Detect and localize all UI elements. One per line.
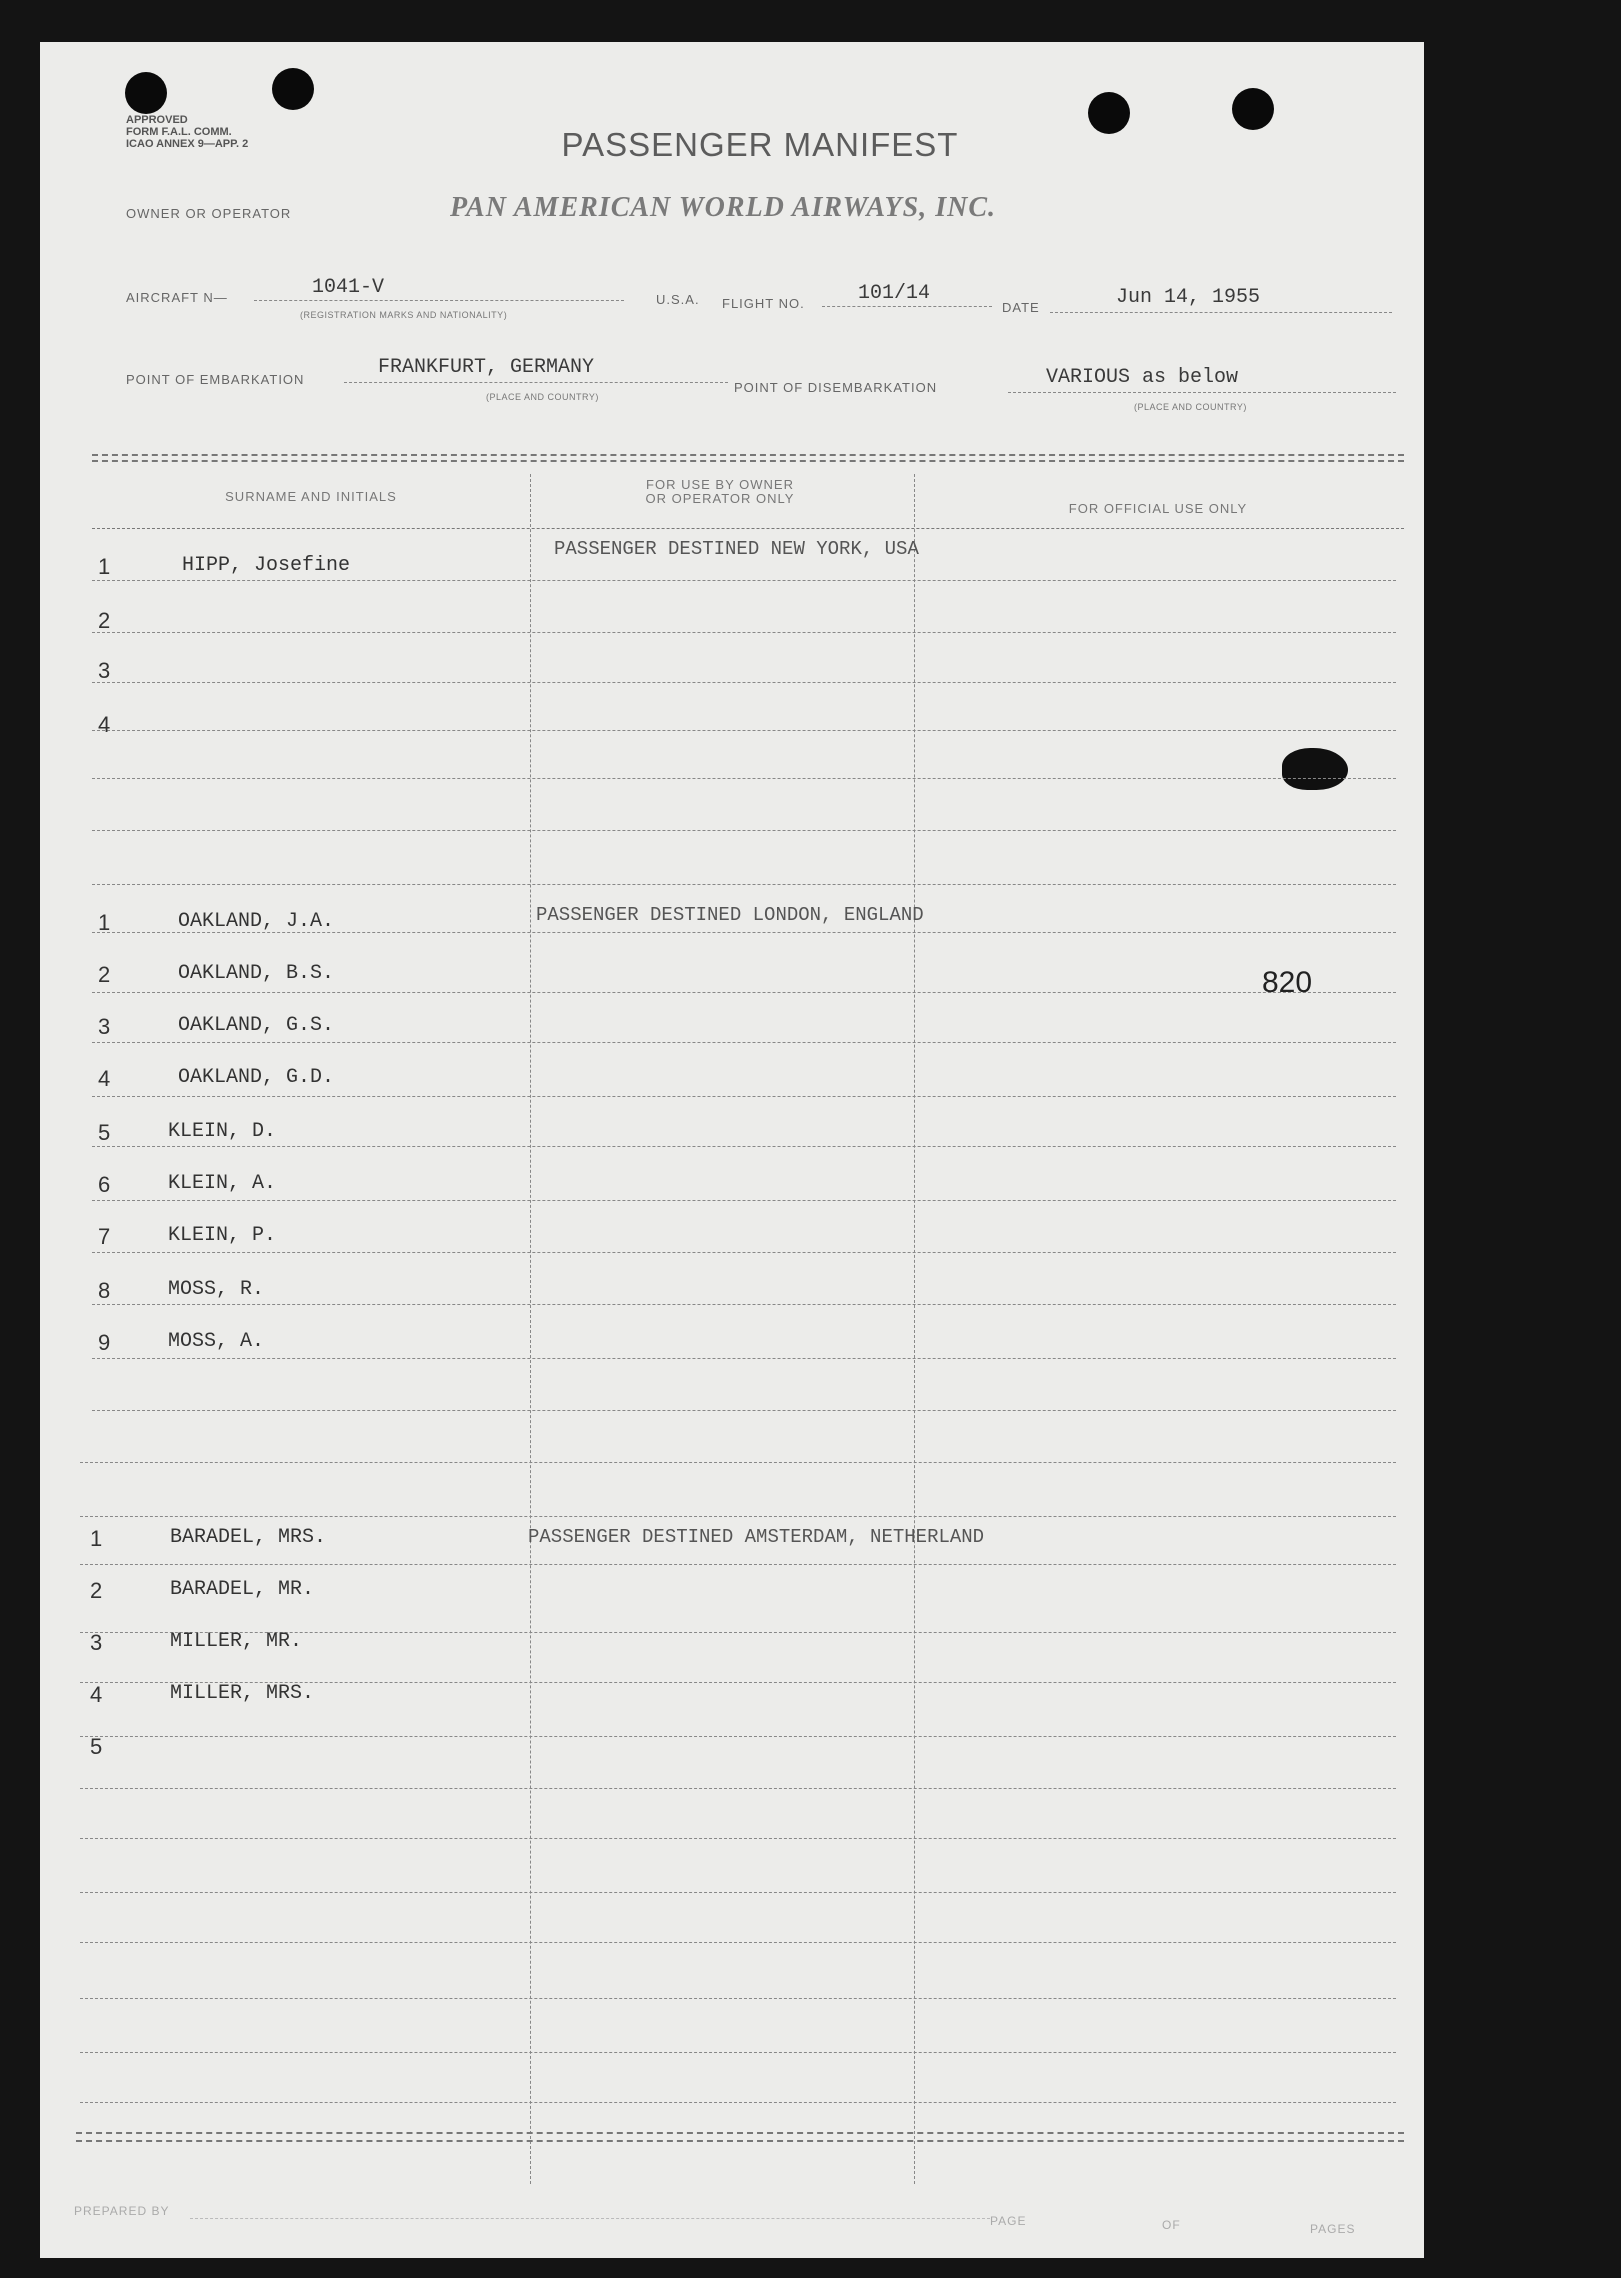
ink-blot: [1282, 748, 1348, 790]
passenger-name: BARADEL, MRS.: [170, 1526, 327, 1549]
official-use-column-header: FOR OFFICIAL USE ONLY: [1068, 501, 1248, 516]
pages-label: PAGES: [1310, 2222, 1356, 2236]
passenger-name: OAKLAND, B.S.: [178, 962, 335, 985]
row-rule: [92, 1304, 1396, 1305]
row-number: 4: [90, 1682, 103, 1707]
passenger-name: MILLER, MR.: [170, 1630, 303, 1653]
row-rule: [80, 1838, 1396, 1839]
disembarkation-underline: [1008, 392, 1396, 393]
stamp-line: FORM F.A.L. COMM.: [126, 126, 232, 138]
row-rule: [92, 632, 1396, 633]
table-bottom-rule: [76, 2132, 1404, 2134]
row-number: 1: [98, 910, 111, 935]
passenger-name: OAKLAND, G.S.: [178, 1014, 335, 1037]
flight-value: 101/14: [858, 282, 931, 305]
embarkation-value: FRANKFURT, GERMANY: [378, 356, 595, 379]
aircraft-sublabel: (REGISTRATION MARKS AND NATIONALITY): [300, 310, 508, 320]
disembarkation-label: POINT OF DISEMBARKATION: [734, 380, 938, 395]
row-rule: [92, 884, 1396, 885]
operator-name: PAN AMERICAN WORLD AIRWAYS, INC.: [450, 192, 997, 223]
approval-stamp: [126, 114, 248, 150]
passenger-name: KLEIN, P.: [168, 1224, 277, 1247]
passenger-name: OAKLAND, J.A.: [178, 910, 335, 933]
aircraft-underline: [254, 300, 624, 301]
flight-underline: [822, 306, 992, 307]
nationality-label: U.S.A.: [656, 292, 700, 307]
aircraft-value: 1041-V: [312, 276, 385, 299]
row-number: 6: [98, 1172, 111, 1197]
passenger-name: OAKLAND, G.D.: [178, 1066, 335, 1089]
section-heading: PASSENGER DESTINED AMSTERDAM, NETHERLAND: [528, 1526, 985, 1548]
row-rule: [80, 1564, 1396, 1565]
surname-column-header: SURNAME AND INITIALS: [225, 489, 397, 504]
of-label: OF: [1162, 2218, 1181, 2232]
prepared-by-underline: [190, 2218, 990, 2219]
embarkation-label: POINT OF EMBARKATION: [126, 372, 305, 387]
row-rule: [80, 1462, 1396, 1463]
row-rule: [80, 1516, 1396, 1517]
row-number: 8: [98, 1278, 111, 1303]
section-heading: PASSENGER DESTINED LONDON, ENGLAND: [536, 904, 924, 926]
aircraft-label: AIRCRAFT N—: [126, 290, 228, 305]
row-rule: [80, 2052, 1396, 2053]
table-bottom-rule: [76, 2140, 1404, 2142]
row-number: 2: [98, 962, 111, 987]
page-title: PASSENGER MANIFEST: [561, 126, 959, 163]
passenger-name: BARADEL, MR.: [170, 1578, 315, 1601]
prepared-by-label: PREPARED BY: [74, 2204, 170, 2218]
row-rule: [92, 830, 1396, 831]
row-rule: [92, 1146, 1396, 1147]
punch-hole: [125, 72, 167, 114]
row-rule: [80, 1892, 1396, 1893]
owner-use-column-header: [530, 478, 910, 506]
row-rule: [80, 1942, 1396, 1943]
passenger-name: KLEIN, D.: [168, 1120, 277, 1143]
passenger-name: KLEIN, A.: [168, 1172, 277, 1195]
table-top-rule: [92, 454, 1404, 456]
row-number: 1: [90, 1526, 103, 1551]
row-rule: [92, 1252, 1396, 1253]
row-number: 9: [98, 1330, 111, 1355]
row-number: 7: [98, 1224, 111, 1249]
disembarkation-value: VARIOUS as below: [1046, 366, 1239, 389]
row-rule: [92, 1358, 1396, 1359]
row-number: 3: [98, 1014, 111, 1039]
row-rule: [92, 778, 1396, 779]
row-rule: [92, 580, 1396, 581]
row-number: 1: [98, 554, 111, 579]
row-rule: [80, 1788, 1396, 1789]
passenger-name: HIPP, Josefine: [182, 554, 351, 577]
table-top-rule: [92, 460, 1404, 462]
page-label: PAGE: [990, 2214, 1027, 2228]
row-number: 5: [98, 1120, 111, 1145]
punch-hole: [1232, 88, 1274, 130]
passenger-name: MOSS, A.: [168, 1330, 265, 1353]
row-rule: [92, 682, 1396, 683]
embarkation-underline: [344, 382, 728, 383]
embarkation-sublabel: (PLACE AND COUNTRY): [486, 392, 599, 402]
row-number: 4: [98, 712, 111, 737]
official-note: 820: [1262, 966, 1313, 999]
row-number: 2: [98, 608, 111, 633]
row-rule: [92, 1096, 1396, 1097]
row-number: 3: [98, 658, 111, 683]
row-number: 3: [90, 1630, 103, 1655]
row-rule: [80, 1736, 1396, 1737]
row-rule: [92, 992, 1396, 993]
row-rule: [80, 1998, 1396, 1999]
flight-label: FLIGHT NO.: [722, 296, 805, 311]
punch-hole: [1088, 92, 1130, 134]
date-label: DATE: [1002, 300, 1040, 315]
row-rule: [80, 2102, 1396, 2103]
section-heading: PASSENGER DESTINED NEW YORK, USA: [554, 538, 919, 560]
header-rule: [92, 528, 1404, 529]
row-rule: [92, 1042, 1396, 1043]
owner-use-line: FOR USE BY OWNER: [646, 477, 794, 492]
disembarkation-sublabel: (PLACE AND COUNTRY): [1134, 402, 1247, 412]
row-number: 2: [90, 1578, 103, 1603]
stamp-line: ICAO ANNEX 9—APP. 2: [126, 138, 249, 150]
owner-use-line: OR OPERATOR ONLY: [645, 491, 795, 506]
date-underline: [1050, 312, 1392, 313]
passenger-name: MOSS, R.: [168, 1278, 265, 1301]
owner-label: OWNER OR OPERATOR: [126, 206, 292, 221]
punch-hole: [272, 68, 314, 110]
passenger-name: MILLER, MRS.: [170, 1682, 315, 1705]
row-rule: [92, 1200, 1396, 1201]
stamp-line: APPROVED: [126, 114, 188, 126]
row-number: 5: [90, 1734, 103, 1759]
row-number: 4: [98, 1066, 111, 1091]
row-rule: [92, 730, 1396, 731]
date-value: Jun 14, 1955: [1116, 286, 1261, 309]
row-rule: [92, 1410, 1396, 1411]
manifest-page: [40, 42, 1424, 2258]
